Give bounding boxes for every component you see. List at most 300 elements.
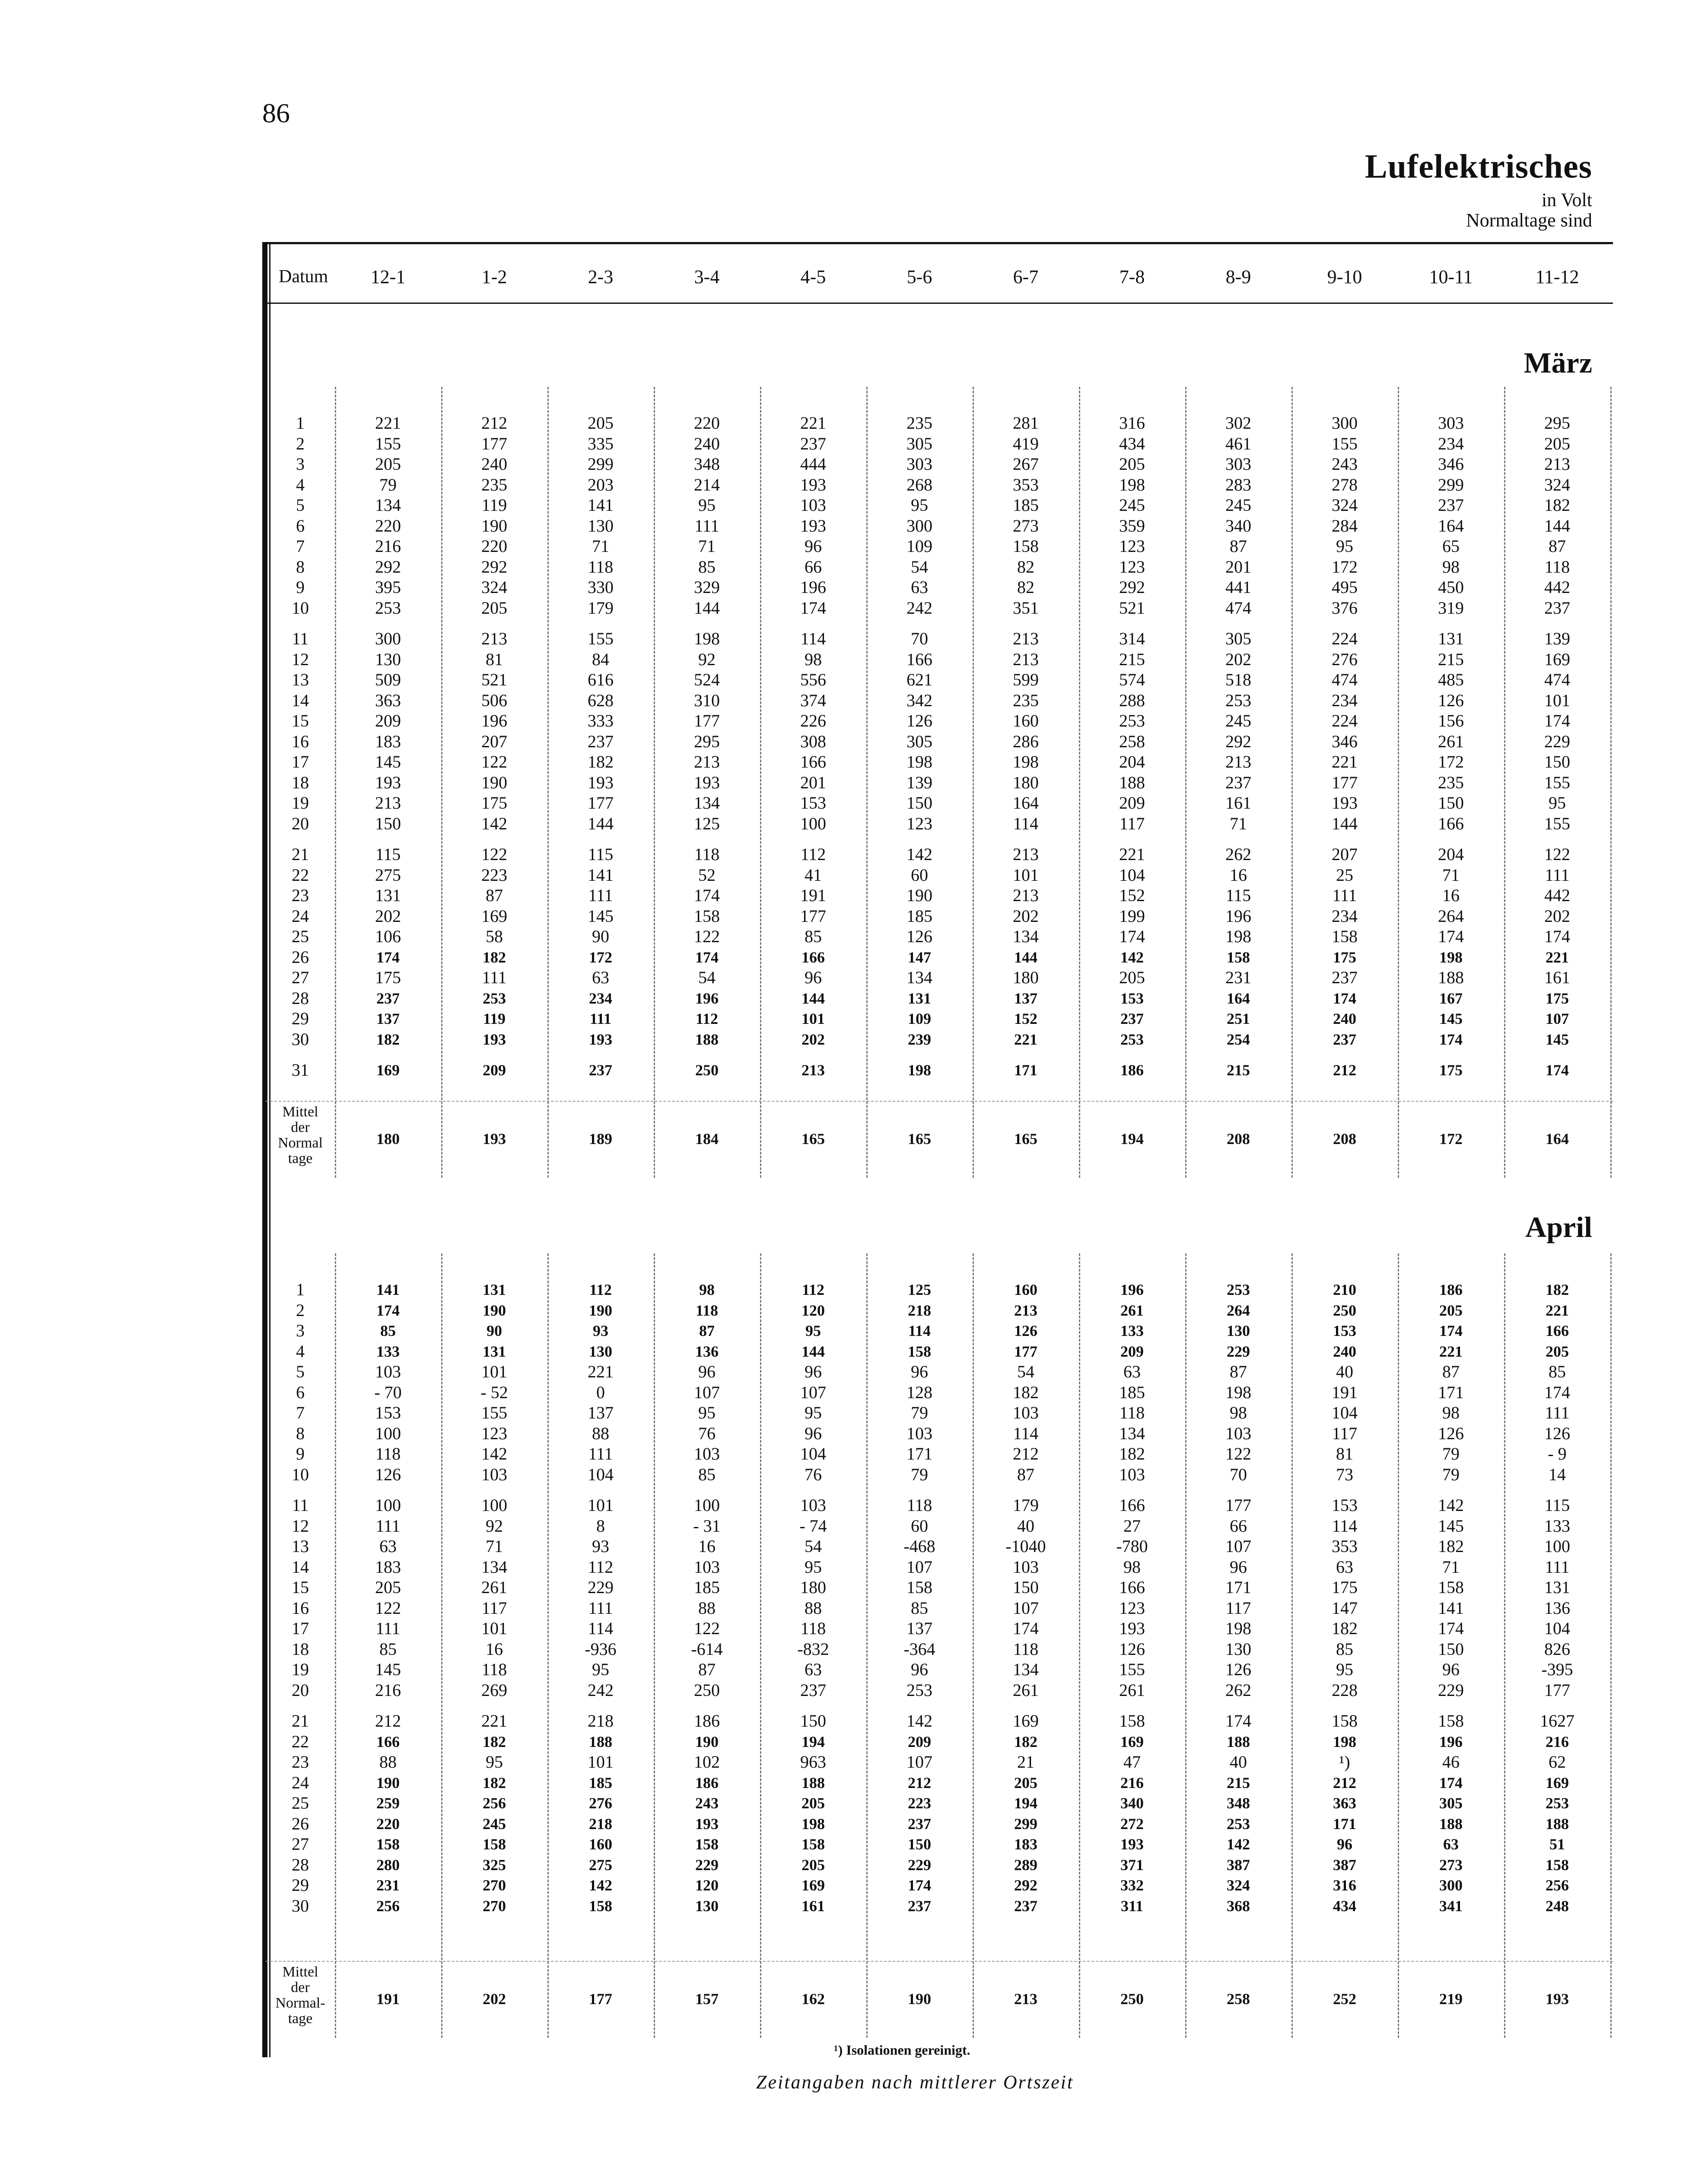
table-cell: 190 [483, 1301, 506, 1319]
table-cell: 210 [1333, 1281, 1356, 1298]
table-cell: 348 [694, 454, 720, 474]
table-cell: 60 [911, 865, 928, 885]
table-cell: 182 [1546, 1281, 1569, 1298]
column-divider [547, 387, 549, 1178]
row-date: 31 [292, 1060, 309, 1080]
row-date: 24 [292, 1772, 309, 1792]
table-row [266, 1382, 1613, 1403]
table-cell: 201 [1225, 557, 1251, 577]
table-row [266, 1008, 1613, 1029]
table-row [266, 1731, 1613, 1752]
table-cell: 220 [376, 1815, 400, 1833]
table-cell: 300 [1439, 1877, 1463, 1894]
table-cell: 158 [694, 906, 720, 926]
table-cell: 237 [1225, 772, 1251, 792]
table-cell: 311 [1120, 1897, 1143, 1915]
table-cell: 182 [376, 1030, 400, 1048]
table-cell: 101 [802, 1010, 825, 1027]
table-cell: 111 [1545, 1403, 1570, 1422]
table-cell: 114 [1013, 1423, 1039, 1443]
table-cell: 145 [375, 752, 401, 771]
table-cell: 90 [487, 1322, 502, 1339]
table-cell: 262 [1225, 845, 1251, 864]
table-cell: 98 [1442, 557, 1460, 577]
table-cell: 98 [1123, 1557, 1141, 1577]
table-cell: 363 [1333, 1794, 1356, 1812]
table-cell: 193 [694, 772, 720, 792]
table-cell: 115 [375, 845, 401, 864]
table-cell: 209 [375, 711, 401, 730]
table-cell: 136 [1544, 1598, 1570, 1618]
table-cell: 269 [481, 1680, 507, 1700]
table-cell: 229 [908, 1856, 931, 1874]
table-cell: 52 [698, 865, 716, 885]
table-cell: 158 [1332, 1711, 1358, 1731]
table-cell: 158 [589, 1897, 612, 1915]
table-cell: 172 [589, 948, 612, 966]
table-cell: 98 [805, 649, 822, 669]
table-cell: 324 [1227, 1877, 1250, 1894]
table-row [266, 844, 1613, 865]
table-cell: 158 [906, 1578, 932, 1597]
table-cell: 126 [1438, 1423, 1464, 1443]
table-cell: 158 [695, 1836, 719, 1853]
mittel-value: 165 [802, 1130, 825, 1147]
table-cell: 223 [908, 1794, 931, 1812]
table-cell: 191 [800, 886, 826, 905]
table-cell: 126 [1225, 1660, 1251, 1679]
table-cell: 177 [481, 433, 507, 453]
table-cell: 119 [483, 1010, 506, 1027]
table-cell: 174 [1439, 1322, 1463, 1339]
table-cell: 324 [1332, 495, 1358, 515]
table-cell: 96 [1337, 1836, 1352, 1853]
table-cell: 95 [486, 1752, 503, 1772]
row-date: 15 [292, 711, 309, 730]
table-cell: 218 [588, 1711, 614, 1731]
table-row [266, 1402, 1613, 1423]
table-row [266, 906, 1613, 927]
table-cell: 198 [1225, 927, 1251, 946]
table-cell: 190 [481, 772, 507, 792]
table-cell: 253 [1227, 1815, 1250, 1833]
mittel-value: 172 [1439, 1130, 1463, 1147]
table-cell: 242 [906, 598, 932, 618]
table-cell: 82 [1017, 557, 1034, 577]
table-cell: 95 [805, 1557, 822, 1577]
table-cell: 150 [1438, 793, 1464, 813]
table-cell: 122 [481, 752, 507, 771]
table-cell: 100 [800, 813, 826, 833]
table-cell: 256 [1546, 1877, 1569, 1894]
table-cell: 305 [1439, 1794, 1463, 1812]
table-cell: 305 [906, 433, 932, 453]
table-cell: 253 [1225, 690, 1251, 710]
table-cell: 353 [1013, 475, 1039, 494]
table-row [266, 1029, 1613, 1050]
table-cell: 126 [375, 1464, 401, 1484]
table-cell: 93 [593, 1322, 608, 1339]
table-cell: 202 [1544, 906, 1570, 926]
table-cell: 160 [1014, 1281, 1037, 1298]
table-cell: 134 [375, 495, 401, 515]
table-cell: 177 [800, 906, 826, 926]
table-cell: 65 [1442, 536, 1460, 556]
table-cell: 174 [1119, 927, 1145, 946]
table-cell: 190 [376, 1774, 400, 1791]
table-cell: 221 [588, 1362, 614, 1381]
table-cell: 387 [1333, 1856, 1356, 1874]
table-row [266, 947, 1613, 968]
table-cell: 237 [800, 433, 826, 453]
table-cell: 120 [802, 1301, 825, 1319]
table-cell: 92 [698, 649, 716, 669]
table-cell: 235 [906, 413, 932, 433]
table-cell: 272 [1120, 1815, 1144, 1833]
table-cell: 16 [1230, 865, 1247, 885]
row-date: 26 [292, 947, 309, 967]
table-cell: 239 [908, 1030, 931, 1048]
table-cell: 212 [1333, 1774, 1356, 1791]
table-cell: 142 [589, 1877, 612, 1894]
table-cell: 243 [1332, 454, 1358, 474]
table-cell: 144 [694, 598, 720, 618]
table-cell: 188 [1227, 1733, 1250, 1750]
table-cell: 155 [1544, 813, 1570, 833]
mittel-label: Mittel der Normal tage [278, 1104, 323, 1167]
table-cell: 134 [1013, 1660, 1039, 1679]
table-cell: 342 [906, 690, 932, 710]
table-cell: 196 [1225, 906, 1251, 926]
table-cell: 182 [483, 948, 506, 966]
table-cell: 103 [906, 1423, 932, 1443]
table-cell: 122 [694, 1619, 720, 1638]
table-cell: 169 [1546, 1774, 1569, 1791]
table-cell: 509 [375, 670, 401, 689]
row-date: 21 [292, 845, 309, 864]
table-cell: 122 [481, 845, 507, 864]
table-cell: 137 [588, 1403, 614, 1422]
table-cell: 103 [694, 1557, 720, 1577]
column-divider [441, 1253, 442, 2038]
table-cell: 51 [1549, 1836, 1565, 1853]
table-cell: 139 [1544, 629, 1570, 648]
table-cell: 240 [1333, 1010, 1356, 1027]
table-cell: 204 [1438, 845, 1464, 864]
table-cell: 202 [1013, 906, 1039, 926]
table-cell: 216 [1546, 1733, 1569, 1750]
table-cell: 145 [1438, 1516, 1464, 1536]
table-cell: 100 [694, 1495, 720, 1515]
table-cell: 46 [1442, 1752, 1460, 1772]
table-cell: 213 [1013, 845, 1039, 864]
table-cell: 54 [698, 968, 716, 987]
table-cell: 330 [588, 577, 614, 597]
table-cell: 169 [481, 906, 507, 926]
row-date: 13 [292, 670, 309, 689]
table-cell: 79 [1442, 1444, 1460, 1463]
table-cell: 118 [800, 1619, 826, 1638]
table-cell: 180 [800, 1578, 826, 1597]
table-cell: 303 [1225, 454, 1251, 474]
table-cell: 118 [375, 1444, 401, 1463]
table-cell: 506 [481, 690, 507, 710]
table-cell: 118 [906, 1495, 932, 1515]
table-cell: 240 [694, 433, 720, 453]
table-cell: 166 [1119, 1578, 1145, 1597]
row-date: 24 [292, 906, 309, 926]
column-divider [866, 1253, 868, 2038]
table-cell: 253 [1227, 1281, 1250, 1298]
table-cell: 474 [1544, 670, 1570, 689]
table-cell: 87 [486, 886, 503, 905]
table-cell: 314 [1119, 629, 1145, 648]
table-cell: 109 [908, 1010, 931, 1027]
table-cell: 107 [1546, 1010, 1569, 1027]
table-cell: 250 [1333, 1301, 1356, 1319]
table-cell: 299 [588, 454, 614, 474]
table-cell: 186 [1120, 1061, 1144, 1079]
mittel-value: 190 [908, 1990, 931, 2008]
table-cell: 106 [375, 927, 401, 946]
table-cell: 177 [588, 793, 614, 813]
table-cell: 142 [1438, 1495, 1464, 1515]
table-cell: 270 [483, 1897, 506, 1915]
table-cell: 348 [1227, 1794, 1250, 1812]
table-cell: 88 [698, 1598, 716, 1618]
header-hour: 8-9 [1225, 266, 1251, 287]
table-cell: 193 [588, 772, 614, 792]
row-date: 30 [292, 1896, 309, 1916]
table-cell: 117 [481, 1598, 507, 1618]
table-cell: 229 [1438, 1680, 1464, 1700]
table-cell: 70 [911, 629, 928, 648]
table-cell: 96 [911, 1362, 928, 1381]
table-cell: 171 [1333, 1815, 1356, 1833]
table-cell: 150 [1013, 1578, 1039, 1597]
table-cell: 112 [589, 1281, 612, 1298]
table-cell: 63 [1443, 1836, 1459, 1853]
table-cell: - 52 [480, 1382, 508, 1402]
table-cell: 237 [800, 1680, 826, 1700]
table-cell: 182 [1332, 1619, 1358, 1638]
table-cell: 125 [908, 1281, 931, 1298]
table-cell: 174 [1438, 927, 1464, 946]
row-date: 6 [296, 1382, 305, 1402]
table-cell: 144 [802, 1342, 825, 1360]
mittel-value: 193 [483, 1130, 506, 1147]
table-cell: 235 [1438, 772, 1464, 792]
table-cell: 212 [1333, 1061, 1356, 1079]
table-cell: 175 [481, 793, 507, 813]
table-cell: 103 [1013, 1557, 1039, 1577]
table-cell: 96 [698, 1362, 716, 1381]
table-cell: 47 [1123, 1752, 1141, 1772]
table-cell: 188 [1546, 1815, 1569, 1833]
table-cell: 107 [694, 1382, 720, 1402]
table-cell: 175 [375, 968, 401, 987]
unit-note: in Volt [1542, 189, 1592, 210]
table-cell: 240 [481, 454, 507, 474]
table-row [266, 690, 1613, 711]
table-cell: 155 [481, 1403, 507, 1422]
table-cell: 104 [1544, 1619, 1570, 1638]
table-cell: 104 [1332, 1403, 1358, 1422]
table-cell: 826 [1544, 1639, 1570, 1659]
table-cell: 130 [589, 1342, 612, 1360]
table-cell: 158 [483, 1836, 506, 1853]
table-cell: 363 [375, 690, 401, 710]
table-cell: -1040 [1005, 1536, 1046, 1556]
table-cell: 335 [588, 433, 614, 453]
table-cell: 186 [1439, 1281, 1463, 1298]
table-cell: 276 [589, 1794, 612, 1812]
table-cell: 63 [592, 968, 609, 987]
table-cell: 194 [1014, 1794, 1037, 1812]
table-cell: 175 [1546, 989, 1569, 1007]
column-divider [1079, 1253, 1080, 2038]
row-date: 22 [292, 1731, 309, 1751]
table-row [266, 1639, 1613, 1660]
table-cell: 137 [376, 1010, 400, 1027]
mittel-value: 165 [1014, 1130, 1037, 1147]
column-divider [760, 387, 761, 1178]
table-cell: 81 [1336, 1444, 1353, 1463]
table-cell: 92 [486, 1516, 503, 1536]
table-cell: 166 [1119, 1495, 1145, 1515]
table-cell: 521 [481, 670, 507, 689]
table-cell: 273 [1013, 516, 1039, 535]
table-cell: 54 [1017, 1362, 1034, 1381]
table-cell: 196 [695, 989, 719, 1007]
table-cell: 251 [1227, 1010, 1250, 1027]
table-cell: 226 [800, 711, 826, 730]
row-date: 11 [292, 629, 309, 648]
table-cell: 153 [1120, 989, 1144, 1007]
table-cell: 273 [1439, 1856, 1463, 1874]
table-cell: 209 [908, 1733, 931, 1750]
table-cell: 96 [805, 1362, 822, 1381]
table-cell: 325 [483, 1856, 506, 1874]
table-cell: 169 [802, 1877, 825, 1894]
table-cell: 177 [1544, 1680, 1570, 1700]
table-cell: 205 [802, 1794, 825, 1812]
table-cell: 71 [1442, 1557, 1460, 1577]
table-cell: 190 [481, 516, 507, 535]
row-date: 18 [292, 772, 309, 792]
table-cell: 150 [1438, 1639, 1464, 1659]
table-cell: 112 [588, 1557, 614, 1577]
header-hour: 3-4 [694, 266, 720, 287]
table-cell: 224 [1332, 711, 1358, 730]
table-row [266, 557, 1613, 577]
header-hour: 5-6 [906, 266, 932, 287]
table-cell: 270 [483, 1877, 506, 1894]
table-cell: 87 [699, 1322, 715, 1339]
table-cell: 40 [1230, 1752, 1247, 1772]
row-date: 14 [292, 1557, 309, 1577]
row-date: 3 [296, 1321, 305, 1340]
header-hour: 9-10 [1327, 266, 1362, 287]
table-cell: 153 [800, 793, 826, 813]
table-cell: 221 [1119, 845, 1145, 864]
row-date: 9 [296, 577, 305, 597]
table-cell: 103 [800, 1495, 826, 1515]
table-cell: 237 [588, 731, 614, 751]
table-cell: 158 [376, 1836, 400, 1853]
table-cell: 66 [1230, 1516, 1247, 1536]
row-date: 16 [292, 1598, 309, 1618]
table-cell: 235 [1013, 690, 1039, 710]
table-cell: 166 [800, 752, 826, 771]
table-cell: 485 [1438, 670, 1464, 689]
table-cell: 85 [698, 557, 716, 577]
table-row [266, 1423, 1613, 1444]
table-cell: 174 [376, 1301, 400, 1319]
table-cell: 205 [1439, 1301, 1463, 1319]
row-date: 17 [292, 1619, 309, 1638]
table-cell: 201 [800, 772, 826, 792]
table-cell: 229 [1227, 1342, 1250, 1360]
table-cell: 198 [1013, 752, 1039, 771]
table-cell: 101 [1013, 865, 1039, 885]
table-cell: 111 [375, 1619, 401, 1638]
table-cell: 229 [1544, 731, 1570, 751]
table-cell: 103 [1119, 1464, 1145, 1484]
table-cell: 152 [1014, 1010, 1037, 1027]
table-cell: 103 [1225, 1423, 1251, 1443]
table-row [266, 1772, 1613, 1793]
table-cell: 144 [588, 813, 614, 833]
table-cell: 198 [1333, 1733, 1356, 1750]
table-cell: 153 [1333, 1322, 1356, 1339]
table-cell: 141 [588, 495, 614, 515]
header-bottom-rule [266, 303, 1613, 304]
table-cell: 166 [376, 1733, 400, 1750]
table-cell: 144 [1014, 948, 1037, 966]
table-row [266, 793, 1613, 813]
mittel-label: Mittel der Normal- tage [275, 1964, 325, 2027]
table-cell: 131 [375, 886, 401, 905]
row-date: 1 [296, 1280, 305, 1299]
table-cell: 123 [1119, 536, 1145, 556]
table-cell: 169 [1120, 1733, 1144, 1750]
table-cell: 305 [906, 731, 932, 751]
table-cell: 150 [908, 1836, 931, 1853]
table-cell: 71 [486, 1536, 503, 1556]
table-cell: 261 [1438, 731, 1464, 751]
table-cell: 202 [375, 906, 401, 926]
table-cell: 305 [1225, 629, 1251, 648]
table-cell: 142 [1227, 1836, 1250, 1853]
table-cell: 54 [911, 557, 928, 577]
row-date: 12 [292, 1516, 309, 1536]
table-cell: 205 [1014, 1774, 1037, 1791]
table-cell: 63 [379, 1536, 397, 1556]
table-cell: 102 [694, 1752, 720, 1772]
table-cell: 235 [481, 475, 507, 494]
table-cell: 183 [1014, 1836, 1037, 1853]
table-cell: 180 [1013, 968, 1039, 987]
mittel-value: 180 [376, 1130, 400, 1147]
table-cell: 237 [589, 1061, 612, 1079]
table-cell: 179 [588, 598, 614, 618]
table-cell: 346 [1332, 731, 1358, 751]
table-cell: 190 [589, 1301, 612, 1319]
table-cell: 292 [1225, 731, 1251, 751]
table-cell: 131 [908, 989, 931, 1007]
row-date: 5 [296, 1362, 305, 1381]
